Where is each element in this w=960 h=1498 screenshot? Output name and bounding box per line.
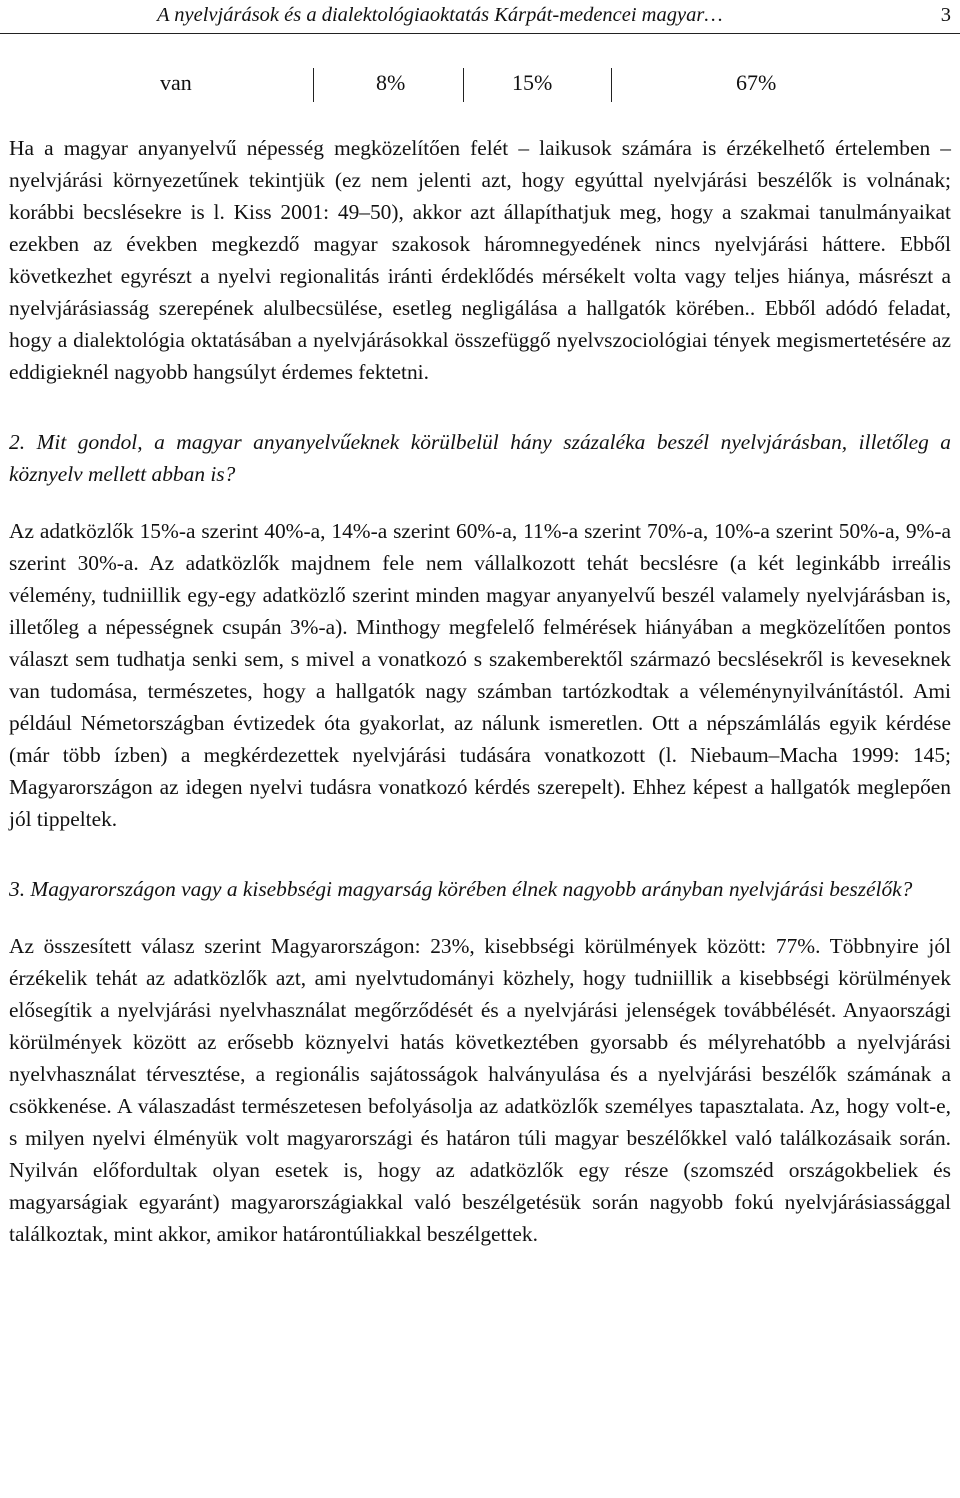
- table-cell: 15%: [512, 70, 553, 95]
- question-2: 2. Mit gondol, a magyar anyanyelvűeknek körülbelül hány százaléka beszél nyelvjárásban, illetőleg a köznyelv mellett abban is?: [9, 430, 951, 486]
- table-divider: [463, 68, 464, 102]
- paragraph-dialect-background: Ha a magyar anyanyelvű népesség megközelítően felét – laikusok számára is érzékelhető értelemben – nyelvjárási környezetűnek tekintjük (ez nem jelenti azt, hogy egyúttal nyelvjárási beszélők is volnának; korábbi becslésekre is l. Kiss 2001: 49–50), akkor azt állapíthatjuk meg, hogy a szakmai tanulmányaikat ezekben az években megkezdő magyar szakosok háromnegyedének nincs nyelvjárási háttere. Ebből következhet egyrészt a nyelvi regionalitás iránti érdeklődés mérsékelt volta vagy teljes hiánya, másrészt a nyelvjárásiasság szerepének alulbecsülése, esetleg negligálása a hallgatók körében.. Ebből adódó feladat, hogy a dialektológia oktatásában a nyelvjárásokkal összefüggő nyelvszociológiai tények megismertetésére az eddigieknél nagyobb hangsúlyt érdemes fektetni.: [9, 136, 951, 384]
- table-cell: 8%: [376, 70, 406, 95]
- paragraph-answer-2: Az adatközlők 15%-a szerint 40%-a, 14%-a szerint 60%-a, 11%-a szerint 70%-a, 10%-a szerint 50%-a, 9%-a szerint 30%-a. Az adatközlők majdnem fele nem vállalkozott tehát becslésre (a két leginkább irreális vélemény, tudniillik egy-egy adatközlő szerint minden magyar anyanyelvű beszél valamely nyelvjárásban is, illetőleg a népességnek csupán 3%-a). Minthogy megfelelő felmérések hiányában a megközelítően pontos választ sem tudhatja senki sem, s mivel a vonatkozó s szakemberektől származó becslésekről is keveseknek van tudomása, természetes, hogy a hallgatók nagy számban tartózkodtak a véleménynyilvánítástól. Ami például Németországban évtizedek óta gyakorlat, az nálunk ismeretlen. Ott a népszámlálás egyik kérdése (már több ízben) a megkérdezettek nyelvjárási tudására vonatkozott (l. Niebaum–Macha 1999: 145; Magyarországon az idegen nyelvi tudásra vonatkozó kérdés szerepelt). Ehhez képest a hallgatók meglepően jól tippeltek.: [9, 519, 951, 831]
- paragraph-answer-3: Az összesített válasz szerint Magyarországon: 23%, kisebbségi körülmények között: 77%. Többnyire jól érzékelik tehát az adatközlők azt, ami nyelvtudományi közhely, hogy tudniillik a kisebbségi körülmények elősegítik a nyelvjárási nyelvhasználat megőrződését és a nyelvjárási jelenségek továbbélését. Anyaországi körülmények között az erősebb köznyelvi hatás következtében gyorsabb és mélyrehatóbb a nyelvjárási nyelvhasználat térvesztése, a regionális sajátosságok halványulása és a nyelvjárási beszélők számának a csökkenése. A válaszadást természetesen befolyásolja az adatközlők személyes tapasztalata. Az, hogy volt-e, s milyen nyelvi élményük volt magyarországi és határon túli magyar beszélőkkel való találkozásaik során. Nyilván előfordultak olyan esetek is, hogy az adatközlők egy része (szomszéd országokbeliek és magyarságiak egyaránt) magyarországiakkal való beszélgetésük során nagyobb fokú nyelvjárásiassággal találkoztak, mint akkor, amikor határontúliakkal beszélgettek.: [9, 934, 951, 1246]
- table-divider: [313, 68, 314, 102]
- question-3: 3. Magyarországon vagy a kisebbségi magyarság körében élnek nagyobb arányban nyelvjárási beszélők?: [9, 877, 913, 901]
- table-row: [0, 66, 960, 100]
- running-title: A nyelvjárások és a dialektológiaoktatás Kárpát-medencei magyar…: [157, 4, 723, 26]
- body-text: [9, 132, 951, 1250]
- page-number: 3: [940, 4, 951, 26]
- running-header: [0, 0, 960, 34]
- table-row-label: van: [160, 70, 192, 95]
- table-cell: 67%: [736, 70, 777, 95]
- table-divider: [611, 68, 612, 102]
